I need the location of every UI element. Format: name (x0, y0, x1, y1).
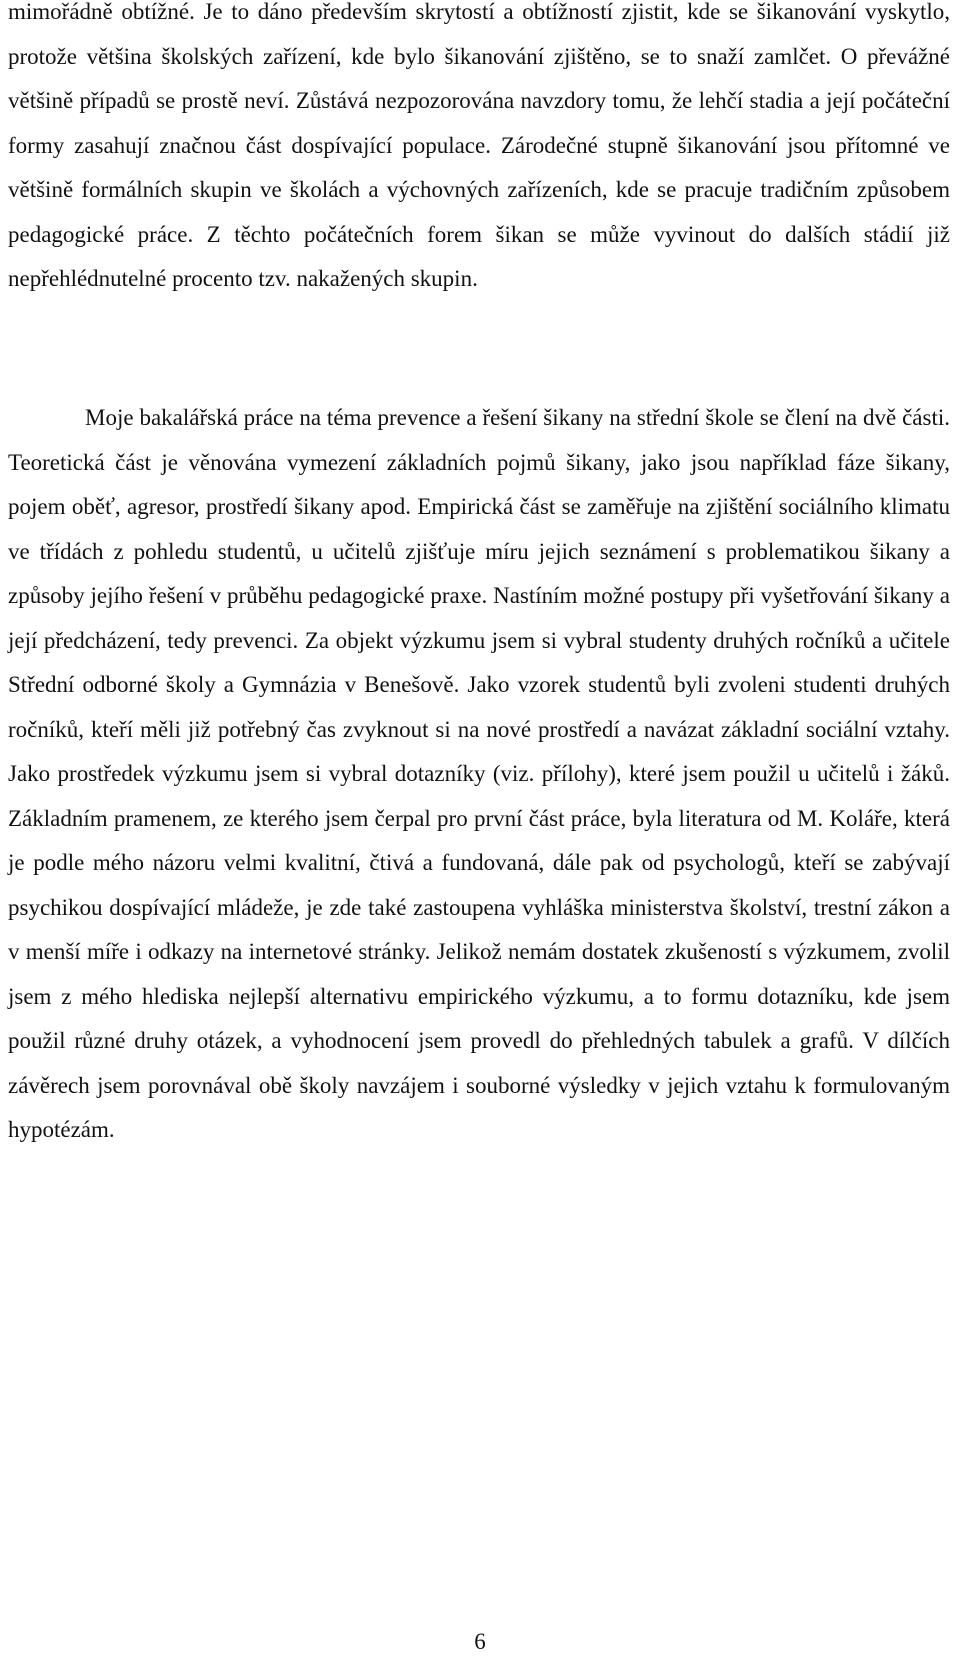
paragraph-continuation: mimořádně obtížné. Je to dáno především skrytostí a obtížností zjistit, kde se šikanování vyskytlo, protože většina školských zařízení, kde bylo šikanování zjištěno, se to snaží zamlčet. O převážné většině případů se prostě neví. Zůstává nezpozorována navzdory tomu, že lehčí stadia a její počáteční formy zasahují značnou část dospívající populace. Zárodečné stupně šikanování jsou přítomné ve většině formálních skupin ve školách a výchovných zařízeních, kde se pracuje tradičním způsobem pedagogické práce. Z těchto počátečních forem šikan se může vyvinout do dalších stádií již nepřehlédnutelné procento tzv. nakažených skupin. (8, 0, 950, 291)
page-number: 6 (474, 1629, 486, 1654)
paragraph-thesis-overview: Moje bakalářská práce na téma prevence a řešení šikany na střední škole se člení na dvě části. Teoretická část je věnována vymezení základních pojmů šikany, jako jsou například fáze šikany, pojem oběť, agresor, prostředí šikany apod. Empirická část se zaměřuje na zjištění sociálního klimatu ve třídách z pohledu studentů, u učitelů zjišťuje míru jejich seznámení s problematikou šikany a způsoby jejího řešení v průběhu pedagogické praxe. Nastíním možné postupy při vyšetřování šikany a její předcházení, tedy prevenci. Za objekt výzkumu jsem si vybral studenty druhých ročníků a učitele Střední odborné školy a Gymnázia v Benešově. Jako vzorek studentů byli zvoleni studenti druhých ročníků, kteří měli již potřebný čas zvyknout si na nové prostředí a navázat základní sociální vztahy. Jako prostředek výzkumu jsem si vybral dotazníky (viz. přílohy), které jsem použil u učitelů i žáků. Základním pramenem, ze kterého jsem čerpal pro první část práce, byla literatura od M. Koláře, která je podle mého názoru velmi kvalitní, čtivá a fundovaná, dále pak od psychologů, kteří se zabývají psychikou dospívající mládeže, je zde také zastoupena vyhláška ministerstva školství, trestní zákon a v menší míře i odkazy na internetové stránky. Jelikož nemám dostatek zkušeností s výzkumem, zvolil jsem z mého hlediska nejlepší alternativu empirického výzkumu, a to formu dotazníku, kde jsem použil různé druhy otázek, a vyhodnocení jsem provedl do přehledných tabulek a grafů. V dílčích závěrech jsem porovnával obě školy navzájem i souborné výsledky v jejich vztahu k formulovaným hypotézám. (8, 405, 950, 1142)
